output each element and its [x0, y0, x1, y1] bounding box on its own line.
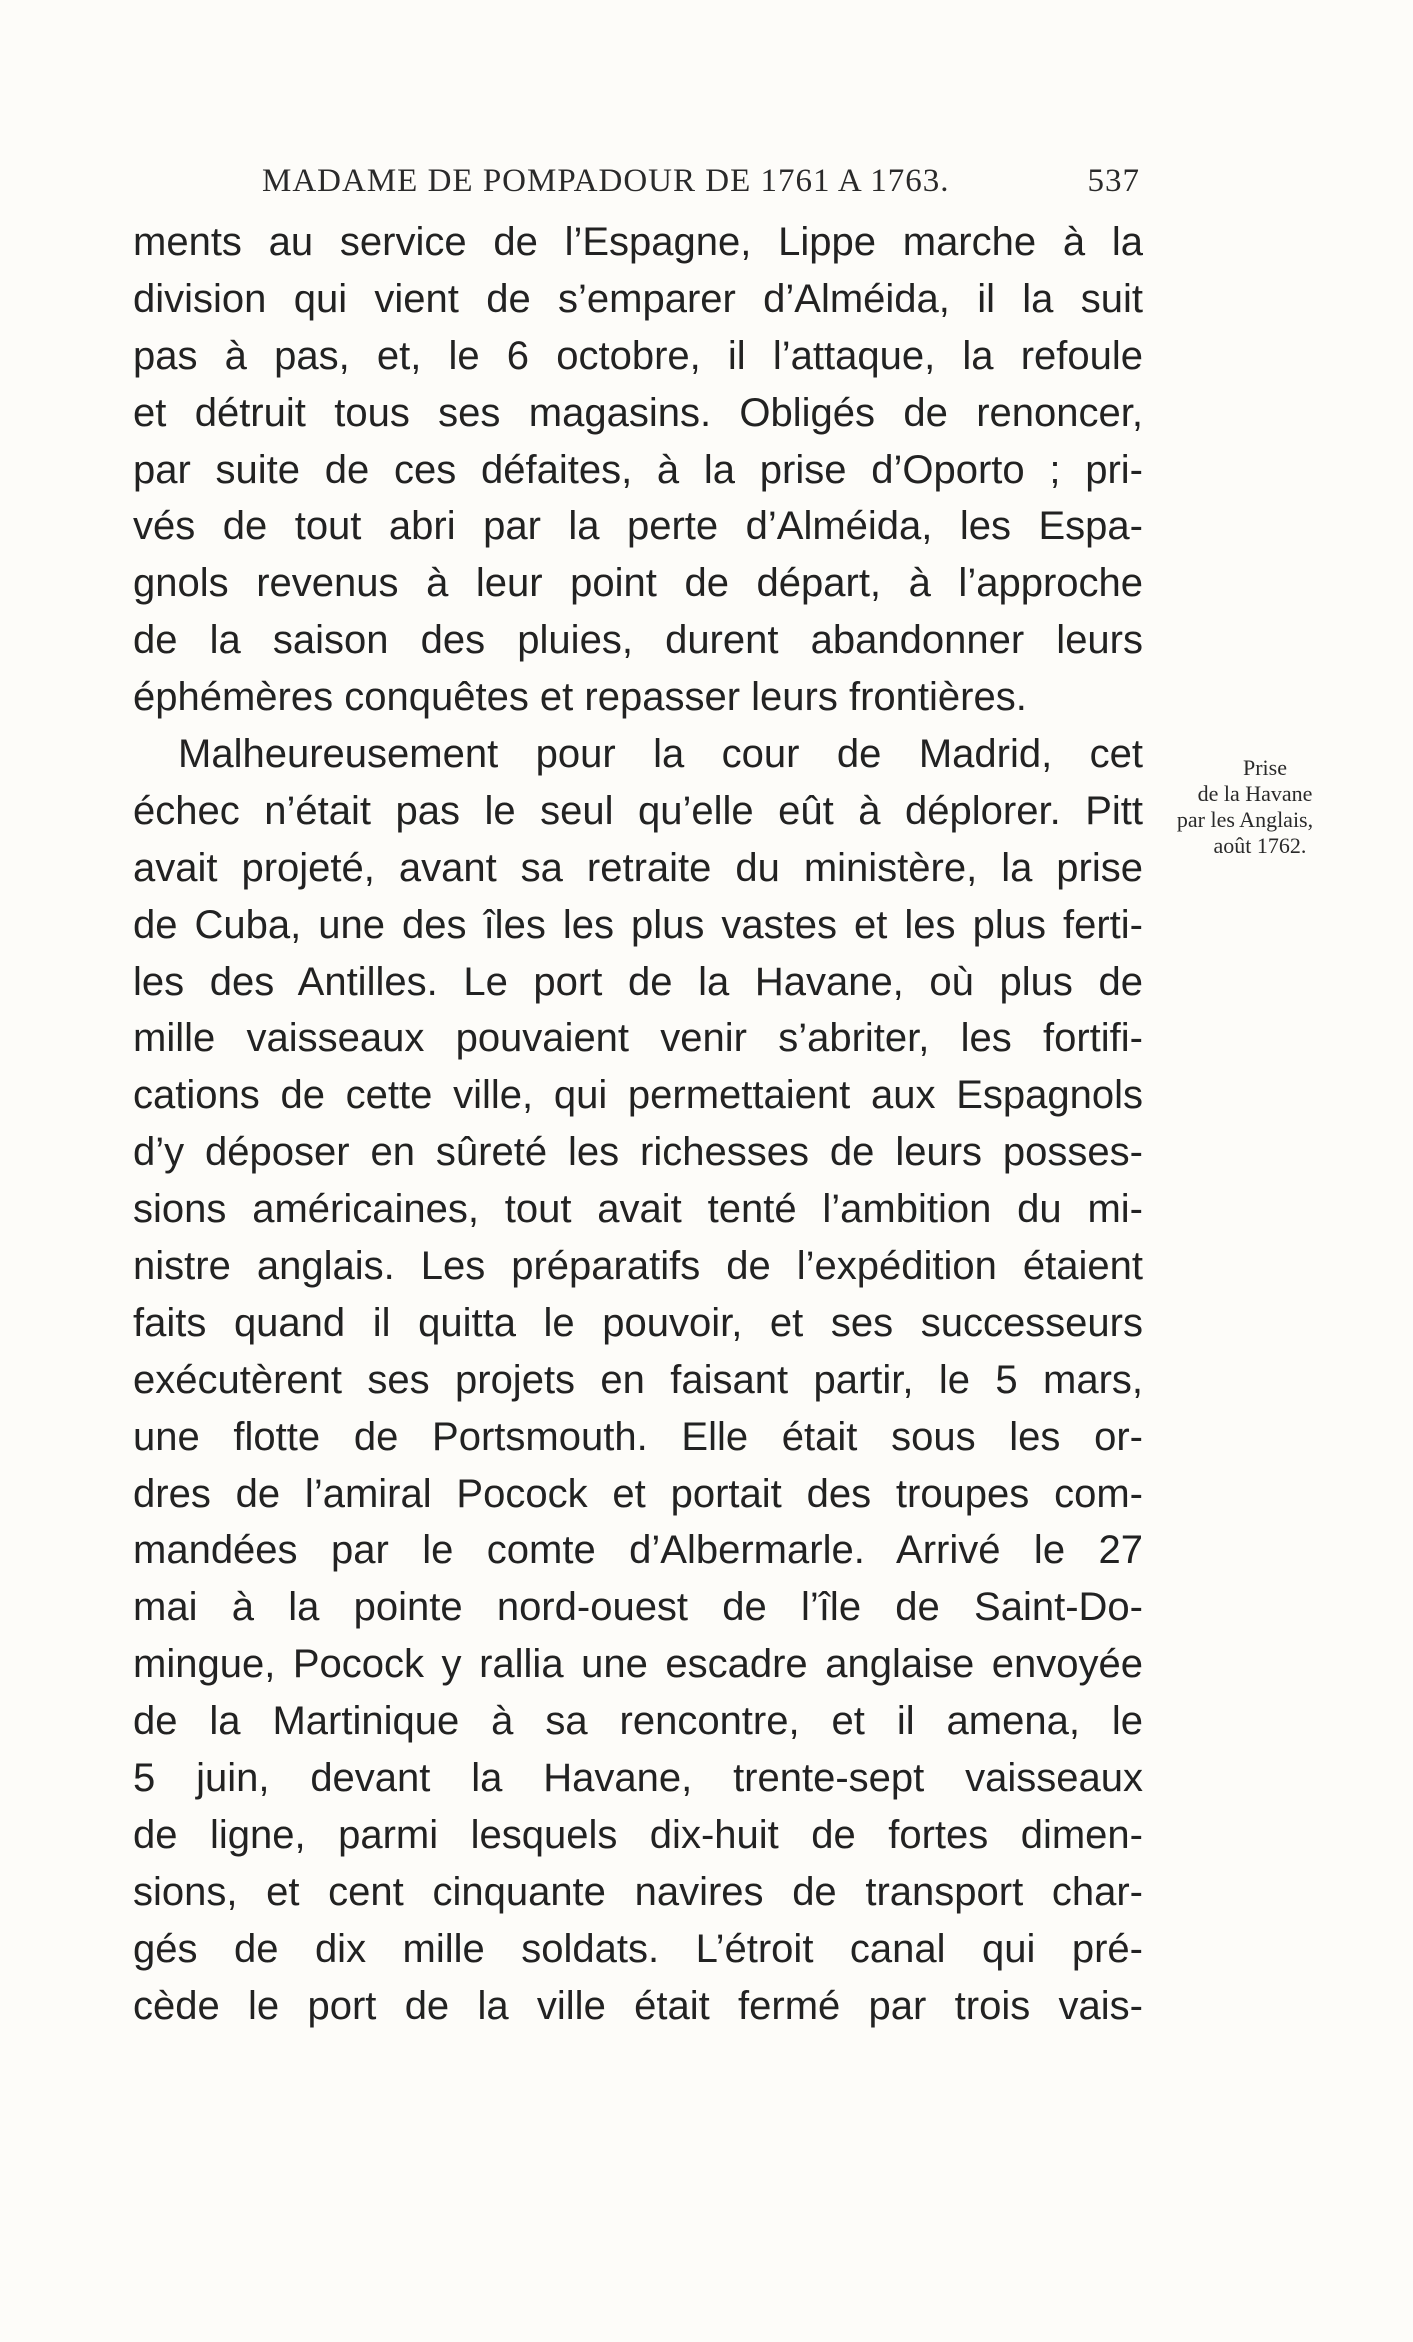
margin-note-line: de la Havane	[1197, 781, 1313, 806]
text-line: mai à la pointe nord-ouest de l’île de Saint-Do-	[133, 1585, 1143, 1630]
text-line: mingue, Pocock y rallia une escadre anglaise envoyée	[133, 1642, 1143, 1687]
text-line: exécutèrent ses projets en faisant partir, le 5 mars,	[133, 1357, 1143, 1402]
text-line: d’y déposer en sûreté les richesses de leurs posses-	[133, 1130, 1143, 1175]
text-line: division qui vient de s’emparer d’Alméida, il la suit	[133, 276, 1143, 321]
text-line: sions américaines, tout avait tenté l’ambition du mi-	[133, 1187, 1143, 1232]
margin-note-line: Prise	[1243, 755, 1287, 780]
text-line: cations de cette ville, qui permettaient aux Espagnols	[133, 1073, 1143, 1118]
text-line: et détruit tous ses magasins. Obligés de renoncer,	[133, 390, 1143, 435]
text-line: de la saison des pluies, durent abandonner leurs	[133, 618, 1143, 663]
text-line: mandées par le comte d’Albermarle. Arrivé le 27	[133, 1528, 1143, 1573]
running-header	[262, 163, 1140, 203]
text-line: gnols revenus à leur point de départ, à l’approche	[133, 561, 1143, 606]
text-line: une flotte de Portsmouth. Elle était sous les or-	[133, 1414, 1143, 1459]
text-line: éphémères conquêtes et repasser leurs frontières.	[133, 675, 1027, 720]
running-title: MADAME DE POMPADOUR DE 1761 A 1763.	[262, 163, 950, 199]
text-line: gés de dix mille soldats. L’étroit canal qui pré-	[133, 1926, 1143, 1971]
text-line: les des Antilles. Le port de la Havane, où plus de	[133, 959, 1143, 1004]
text-line: de ligne, parmi lesquels dix-huit de fortes dimen-	[133, 1812, 1143, 1857]
text-line: de Cuba, une des îles les plus vastes et les plus ferti-	[133, 902, 1143, 947]
paragraph-start-line: Malheureusement pour la cour de Madrid, cet	[178, 732, 1143, 777]
margin-note-line: par les Anglais,	[1176, 807, 1314, 832]
text-line: nistre anglais. Les préparatifs de l’expédition étaient	[133, 1244, 1143, 1289]
text-line: cède le port de la ville était fermé par trois vais-	[133, 1983, 1143, 2028]
text-line: par suite de ces défaites, à la prise d’Oporto ; pri-	[133, 447, 1143, 492]
text-line: échec n’était pas le seul qu’elle eût à déplorer. Pitt	[133, 788, 1143, 833]
text-line: dres de l’amiral Pocock et portait des troupes com-	[133, 1471, 1143, 1516]
text-line: avait projeté, avant sa retraite du ministère, la prise	[133, 845, 1143, 890]
text-line: sions, et cent cinquante navires de transport char-	[133, 1869, 1143, 1914]
margin-note-line: août 1762.	[1213, 833, 1307, 858]
text-line: de la Martinique à sa rencontre, et il amena, le	[133, 1699, 1143, 1744]
text-line: vés de tout abri par la perte d’Alméida, les Espa-	[133, 504, 1143, 549]
text-line: 5 juin, devant la Havane, trente-sept vaisseaux	[133, 1756, 1143, 1801]
page-number: 537	[1087, 163, 1140, 199]
text-line: faits quand il quitta le pouvoir, et ses successeurs	[133, 1300, 1143, 1345]
margin-note	[1160, 755, 1330, 859]
text-line: pas à pas, et, le 6 octobre, il l’attaque, la refoule	[133, 333, 1143, 378]
text-line: mille vaisseaux pouvaient venir s’abriter, les fortifi-	[133, 1016, 1143, 1061]
text-line: ments au service de l’Espagne, Lippe marche à la	[133, 220, 1143, 264]
body-text	[133, 214, 1143, 2035]
